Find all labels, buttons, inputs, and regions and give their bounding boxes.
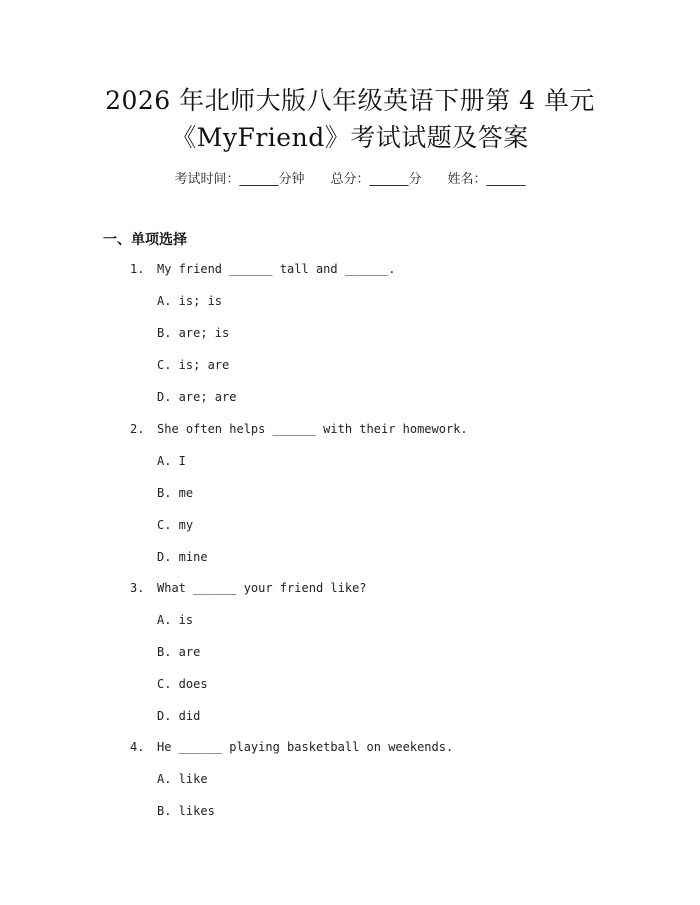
score-unit: 分 — [408, 172, 422, 187]
exam-title-line-1: 2026 年北师大版八年级英语下册第 4 单元 — [105, 86, 595, 115]
answer-option: C. my — [157, 518, 194, 532]
exam-meta-line — [0, 168, 700, 187]
answer-option: B. likes — [157, 804, 215, 818]
answer-option: A. is — [157, 613, 194, 627]
name-blank: ______ — [486, 172, 526, 187]
question-number: 2. — [130, 422, 145, 436]
time-label: 考试时间： — [174, 172, 240, 187]
question-number: 4. — [130, 740, 145, 754]
answer-option: B. are; is — [157, 326, 230, 340]
answer-option: C. does — [157, 677, 208, 691]
question-text: My friend ______ tall and ______. — [157, 262, 396, 276]
answer-option: A. I — [157, 454, 186, 468]
score-label: 总分： — [330, 172, 370, 187]
answer-option: A. like — [157, 772, 208, 786]
time-blank: ______ — [239, 172, 279, 187]
section-heading: 一、单项选择 — [103, 232, 187, 248]
question-text: He ______ playing basketball on weekends. — [157, 740, 454, 754]
answer-option: D. mine — [157, 550, 208, 564]
question-text: What ______ your friend like? — [157, 581, 367, 595]
answer-option: C. is; are — [157, 358, 230, 372]
name-label: 姓名： — [447, 172, 487, 187]
answer-option: A. is; is — [157, 294, 223, 308]
time-unit: 分钟 — [278, 172, 305, 187]
answer-option: B. are — [157, 645, 201, 659]
exam-title-line-2: 《MyFriend》考试试题及答案 — [171, 123, 529, 152]
question-number: 1. — [130, 262, 145, 276]
answer-option: D. did — [157, 709, 201, 723]
question-text: She often helps ______ with their homework. — [157, 422, 468, 436]
score-blank: ______ — [369, 172, 409, 187]
answer-option: B. me — [157, 486, 194, 500]
question-number: 3. — [130, 581, 145, 595]
answer-option: D. are; are — [157, 390, 237, 404]
